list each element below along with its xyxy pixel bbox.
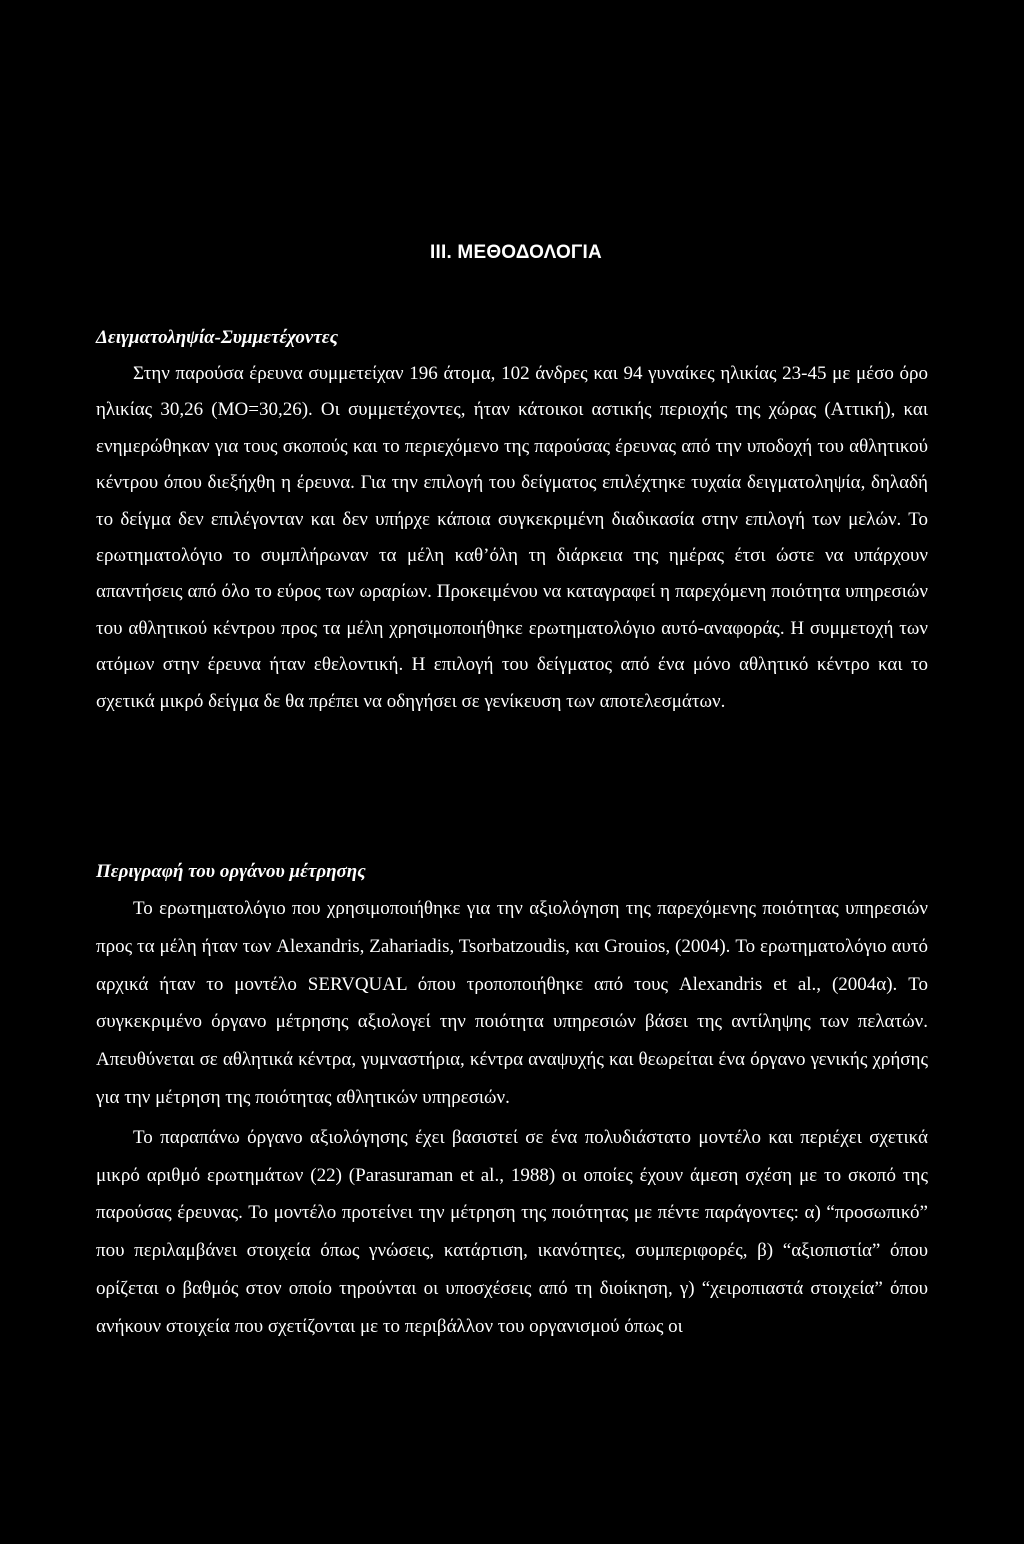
section-heading: Δειγματοληψία-Συμμετέχοντες	[96, 327, 339, 348]
paragraph: Το παραπάνω όργανο αξιολόγησης έχει βασιστεί σε ένα πολυδιάστατο μοντέλο και περιέχει σχετικά μικρό αριθμό ερωτημάτων (22) (Parasuraman et al., 1988) οι οποίες έχουν άμεση σχέση με το σκοπό της παρούσας έρευνας. Το μοντέλο προτείνει την μέτρηση της ποιότητας με πέντε παράγοντες: α) “προσωπικό” που περιλαμβάνει στοιχεία όπως γνώσεις, κατάρτιση, ικανότητες, συμπεριφορές, β) “αξιοπιστία” όπου ορίζεται ο βαθμός στον οποίο τηρούνται οι υποσχέσεις από τη διοίκηση, γ) “χειροπιαστά στοιχεία” όπου ανήκουν στοιχεία που σχετίζονται με το περιβάλλον του οργανισμού όπως οι	[96, 1126, 928, 1337]
section-instrument-description	[96, 854, 928, 1346]
paragraph: Στην παρούσα έρευνα συμμετείχαν 196 άτομα, 102 άνδρες και 94 γυναίκες ηλικίας 23-45 με μέσο όρο ηλικίας 30,26 (ΜΟ=30,26). Οι συμμετέχοντες, ήταν κάτοικοι αστικής περιοχής της χώρας (Αττική), και ενημερώθηκαν για τους σκοπούς και το περιεχόμενο της παρούσας έρευνας από την υποδοχή του αθλητικού κέντρου όπου διεξήχθη η έρευνα. Για την επιλογή του δείγματος επιλέχτηκε τυχαία δειγματοληψία, δηλαδή το δείγμα δεν επιλέγονταν και δεν υπήρχε κάποια συγκεκριμένη διαδικασία στην επιλογή των μελών. Το ερωτηματολόγιο το συμπλήρωναν τα μέλη καθ’όλη τη διάρκεια της ημέρας έτσι ώστε να υπάρχουν απαντήσεις από όλο το εύρος των ωραρίων. Προκειμένου να καταγραφεί η παρεχόμενη ποιότητα υπηρεσιών του αθλητικού κέντρου προς τα μέλη χρησιμοποιήθηκε ερωτηματολόγιο αυτό-αναφοράς. Η συμμετοχή των ατόμων στην έρευνα ήταν εθελοντική. Η επιλογή του δείγματος από ένα μόνο αθλητικό κέντρο και το σχετικά μικρό δείγμα δε θα πρέπει να οδηγήσει σε γενίκευση των αποτελεσμάτων.	[96, 363, 928, 712]
section-heading: Περιγραφή του οργάνου μέτρησης	[96, 861, 366, 882]
chapter-title: ΙΙΙ. ΜΕΘΟΔΟΛΟΓΙΑ	[430, 242, 602, 263]
section-sampling-participants	[96, 320, 928, 720]
paragraph: Το ερωτηματολόγιο που χρησιμοποιήθηκε για την αξιολόγηση της παρεχόμενης ποιότητας υπηρεσιών προς τα μέλη ήταν των Alexandris, Zahariadis, Tsorbatzoudis, και Grouios, (2004). Το ερωτηματολόγιο αυτό αρχικά ήταν το μοντέλο SERVQUAL όπου τροποποιήθηκε από τους Alexandris et al., (2004α). Το συγκεκριμένο όργανο μέτρησης αξιολογεί την ποιότητα υπηρεσιών βάσει της αντίληψης των πελατών. Απευθύνεται σε αθλητικά κέντρα, γυμναστήρια, κέντρα αναψυχής και θεωρείται ένα όργανο γενικής χρήσης για την μέτρηση της ποιότητας αθλητικών υπηρεσιών.	[96, 898, 928, 1108]
